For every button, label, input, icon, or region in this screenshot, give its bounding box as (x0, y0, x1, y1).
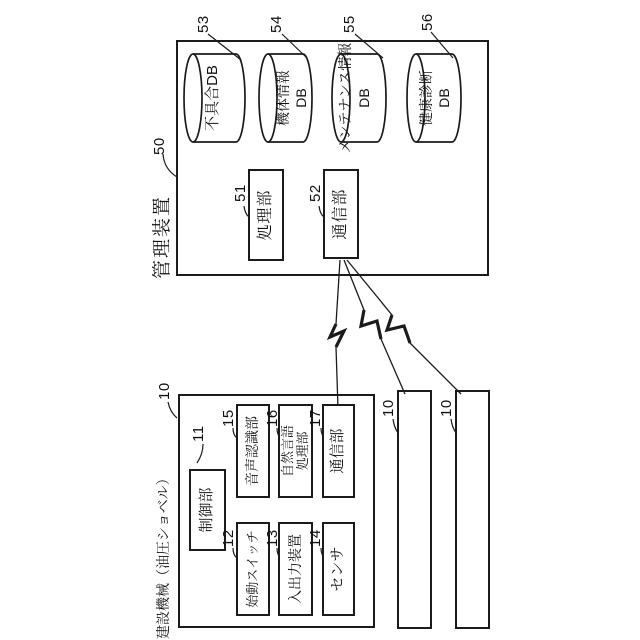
ref-15: 15 (220, 409, 237, 427)
ref-51: 51 (232, 184, 249, 202)
management-caption: 管理装置 (152, 194, 173, 279)
db-label-defect: 不具合DB (204, 65, 221, 131)
ref-55: 55 (341, 15, 358, 33)
ref-56: 56 (419, 13, 436, 31)
ref-10-machine: 10 (156, 382, 173, 400)
other-machine-box-2 (455, 390, 490, 629)
leader-ref-10-machine (168, 402, 177, 418)
ref-12: 12 (220, 529, 237, 547)
ref-17: 17 (307, 409, 324, 427)
control-unit-box: 制御部 (189, 469, 226, 551)
ref-50: 50 (151, 137, 168, 155)
ref-54: 54 (268, 15, 285, 33)
leader-ref-50 (163, 154, 177, 177)
sensor-box: センサ (322, 522, 355, 616)
mgmt-processing-unit-box: 処理部 (248, 169, 284, 261)
db-label-maintenance-info: メンテナンス情報 DB (337, 42, 372, 154)
mgmt-communication-unit-box: 通信部 (323, 169, 359, 259)
machine-communication-unit-box: 通信部 (322, 404, 355, 498)
ref-13: 13 (264, 529, 281, 547)
io-device-box: 入出力装置 (278, 522, 313, 616)
lightning-bolt-to-other-2 (347, 260, 461, 394)
machine-caption: 建設機械（油圧ショベル） (155, 471, 171, 639)
ref-10-other-1: 10 (380, 399, 397, 417)
ref-14: 14 (307, 529, 324, 547)
ref-11: 11 (190, 425, 207, 442)
start-switch-box: 始動スイッチ (236, 522, 270, 616)
nlp-unit-box: 自然言語 処理部 (278, 404, 313, 498)
ref-16: 16 (264, 409, 281, 427)
ref-53: 53 (195, 15, 212, 33)
lightning-bolt-to-machine (330, 260, 344, 408)
db-label-machine-info: 機体情報 DB (275, 70, 309, 126)
db-label-health-check: 健康診断 DB (418, 70, 452, 126)
other-machine-box-1 (397, 390, 432, 629)
voice-recognition-unit-box: 音声認識部 (236, 404, 270, 498)
ref-10-other-2: 10 (438, 399, 455, 417)
ref-52: 52 (307, 184, 324, 202)
